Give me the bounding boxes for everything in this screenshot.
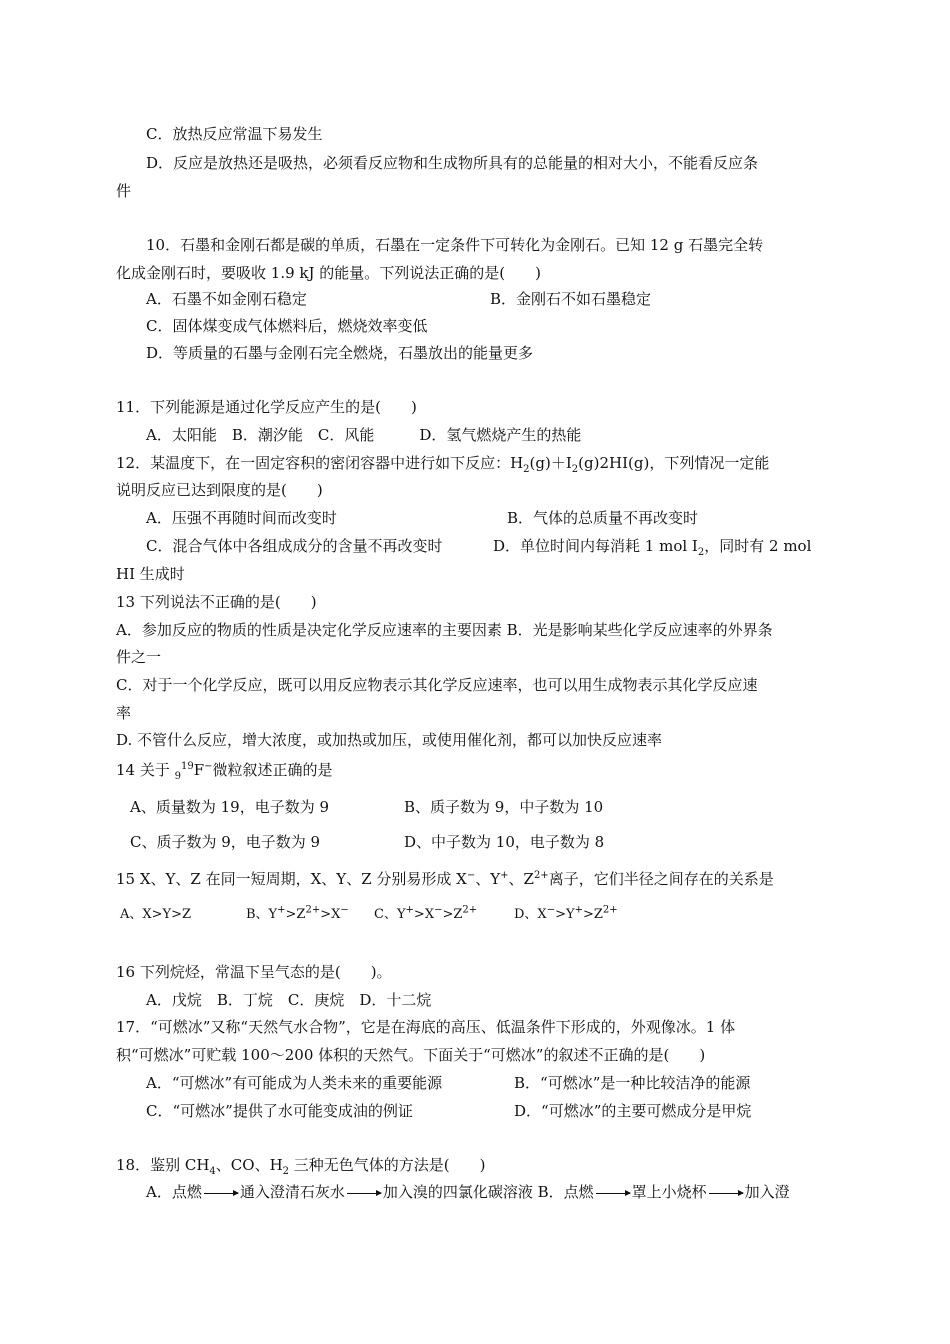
q10-option-c: C．固体煤变成气体燃料后，燃烧效率变低 — [146, 317, 428, 335]
q13-stem: 13 下列说法不正确的是( ) — [116, 593, 317, 611]
arrow-icon — [204, 1193, 238, 1194]
q10-option-b: B．金刚石不如石墨稳定 — [490, 290, 652, 308]
arrow-icon — [596, 1193, 630, 1194]
q14-stem: 14 关于 $_9^{19}$F−微粒叙述正确的是 — [116, 761, 333, 782]
q10-option-d: D．等质量的石墨与金刚石完全燃烧，石墨放出的能量更多 — [146, 344, 534, 362]
arrow-icon — [709, 1193, 743, 1194]
q17-option-d: D．“可燃冰”的主要可燃成分是甲烷 — [514, 1102, 752, 1120]
q9-option-d-line1: D．反应是放热还是吸热，必须看反应物和生成物所具有的总能量的相对大小，不能看反应条 — [146, 154, 759, 172]
q17-option-b: B．“可燃冰”是一种比较洁净的能源 — [514, 1074, 751, 1092]
q12-option-b: B．气体的总质量不再改变时 — [507, 509, 699, 527]
q14-option-d: D、中子数为 10，电子数为 8 — [404, 833, 605, 851]
q18-stem: 18．鉴别 $CH_4$、CO、$H_2$ 三种无色气体的方法是( ) — [116, 1156, 486, 1177]
q14-option-c: C、质子数为 9，电子数为 9 — [130, 833, 321, 851]
q15-option-a: A、X>Y>Z — [120, 907, 192, 922]
q17-stem-line2: 积“可燃冰”可贮载 100～200 体积的天然气。下面关于“可燃冰”的叙述不正确的是( ) — [116, 1046, 706, 1064]
q12-option-a: A．压强不再随时间而改变时 — [146, 509, 337, 527]
q18-option-ab: A．点燃 通入澄清石灰水 加入溴的四氯化碳溶液 B．点燃 罩上小烧杯 加入澄 — [146, 1183, 790, 1201]
q15-option-d: D、$X^->Y^+>Z^{2+}$ — [514, 904, 618, 922]
q13-option-c-line1: C．对于一个化学反应，既可以用反应物表示其化学反应速率，也可以用生成物表示其化学反应速 — [116, 676, 758, 694]
q10-option-a: A．石墨不如金刚石稳定 — [146, 290, 307, 308]
q12-stem-line2: 说明反应已达到限度的是( ) — [116, 481, 323, 499]
q16-options: A．戊烷 B．丁烷 C．庚烷 D．十二烷 — [146, 991, 432, 1009]
q13-option-ab-line1: A．参加反应的物质的性质是决定化学反应速率的主要因素 B．光是影响某些化学反应速率的外界条 — [116, 621, 773, 639]
q16-stem: 16 下列烷烃，常温下呈气态的是( )。 — [116, 963, 392, 981]
q15-option-b: B、$Y^+>Z^{2+}>X^-$ — [246, 904, 349, 922]
q15-stem: 15 X、Y、Z 在同一短周期，X、Y、Z 分别易形成 X−、Y+、$Z^{2+}$离子，它们半径之间存在的关系是 — [116, 870, 774, 888]
q12-option-d-line2: HI 生成时 — [116, 565, 185, 583]
q13-option-d: D. 不管什么反应，增大浓度，或加热或加压，或使用催化剂，都可以加快反应速率 — [116, 731, 663, 749]
q11-options: A．太阳能 B．潮汐能 C．风能 D．氢气燃烧产生的热能 — [146, 426, 582, 444]
q17-option-a: A．“可燃冰”有可能成为人类未来的重要能源 — [146, 1074, 443, 1092]
q11-stem: 11．下列能源是通过化学反应产生的是( ) — [116, 398, 417, 416]
q10-stem-line2: 化成金刚石时，要吸收 1.9 kJ 的能量。下列说法正确的是( ) — [116, 264, 541, 282]
q13-option-ab-line2: 件之一 — [116, 648, 162, 666]
q15-option-c: C、$Y^+>X^->Z^{2+}$ — [374, 904, 478, 922]
q12-option-c: C．混合气体中各组成成分的含量不再改变时 — [146, 537, 443, 555]
q10-stem-line1: 10．石墨和金刚石都是碳的单质，石墨在一定条件下可转化为金刚石。已知 12 g 石墨完全转 — [146, 236, 764, 254]
arrow-icon — [347, 1193, 381, 1194]
q13-option-c-line2: 率 — [116, 704, 132, 722]
q14-option-a: A、质量数为 19，电子数为 9 — [130, 798, 330, 816]
q12-option-d: D．单位时间内每消耗 1 mol $I_2$，同时有 2 mol — [493, 537, 812, 558]
q9-option-c: C．放热反应常温下易发生 — [146, 125, 323, 143]
q12-stem-line1: 12．某温度下，在一固定容积的密闭容器中进行如下反应：$H_2(g)+I_2(g)2HI(g)$，下列情况一定能 — [116, 454, 770, 475]
q14-option-b: B、质子数为 9，中子数为 10 — [404, 798, 604, 816]
q17-option-c: C．“可燃冰”提供了水可能变成油的例证 — [146, 1102, 413, 1120]
q17-stem-line1: 17．“可燃冰”又称“天然气水合物”，它是在海底的高压、低温条件下形成的，外观像冰。1 体 — [116, 1018, 736, 1036]
q9-option-d-line2: 件 — [116, 182, 132, 200]
